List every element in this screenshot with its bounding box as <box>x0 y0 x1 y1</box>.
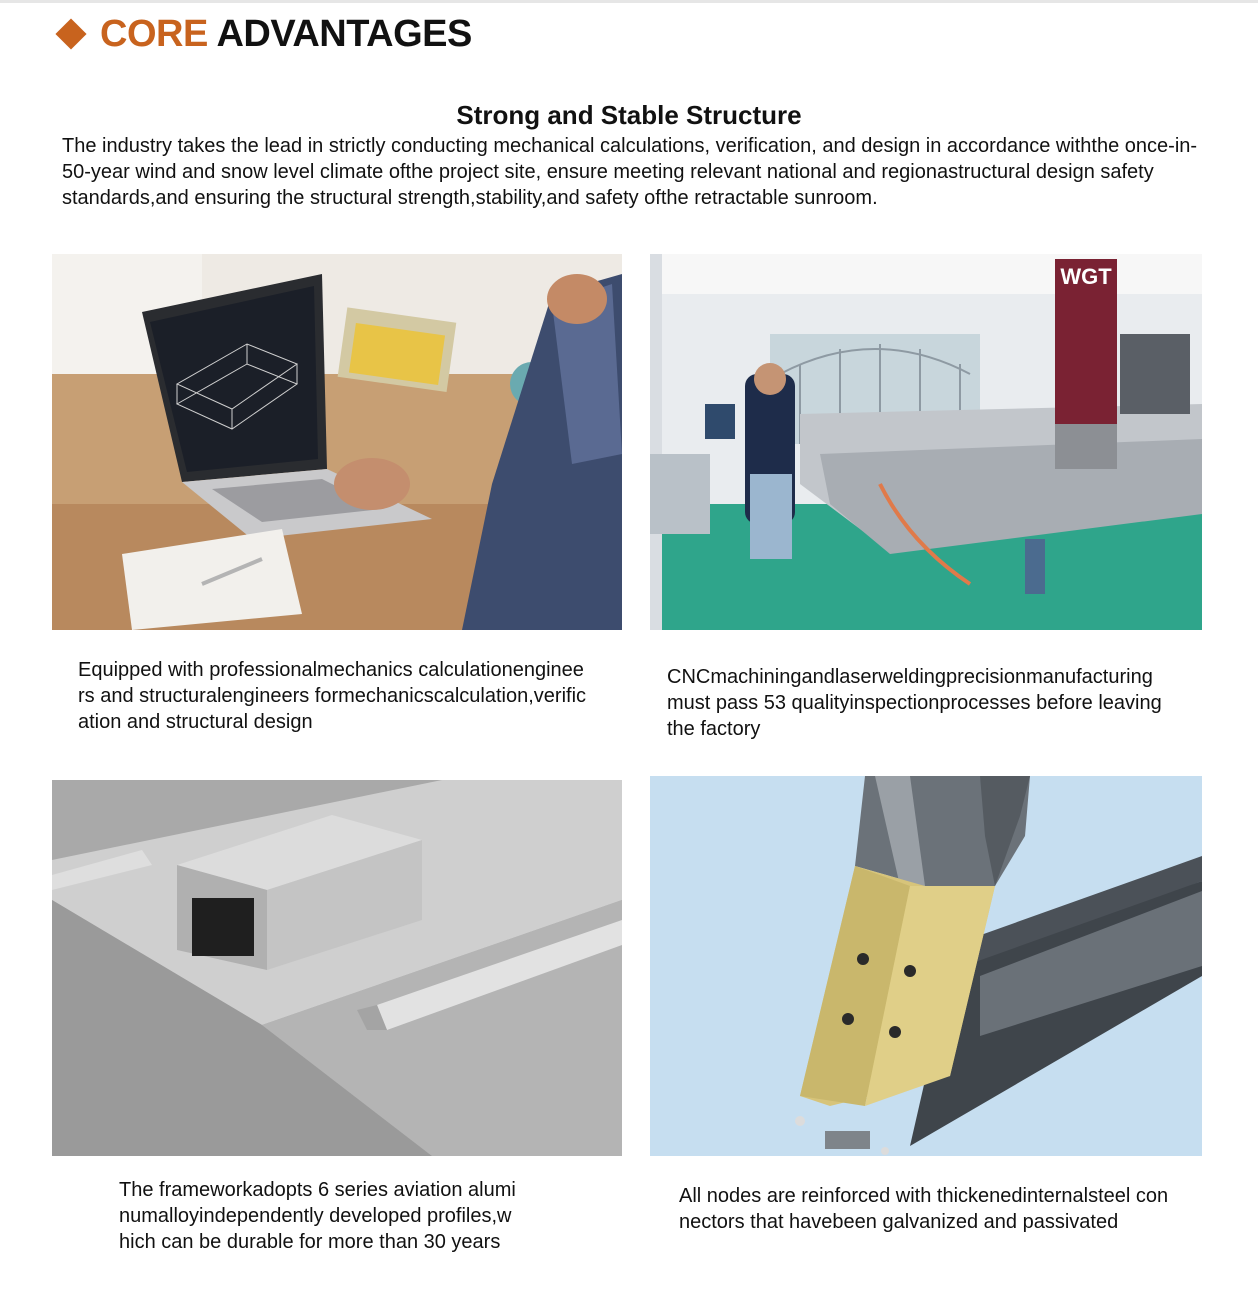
photo-steel-connector <box>650 776 1202 1156</box>
photo-factory-cnc <box>650 254 1202 630</box>
card-caption-1: Equipped with professionalmechanics calculationengineers and structuralengineers formechanicscalculation,verification and structural design <box>78 659 587 733</box>
top-divider <box>0 0 1258 3</box>
header-title <box>100 13 472 56</box>
section-header <box>56 12 472 56</box>
card-caption-3: The frameworkadopts 6 series aviation aluminumalloyindependently developed profiles,which can be durable for more than 30 years <box>119 1179 516 1253</box>
factory-sign-text: WGT <box>1060 264 1112 289</box>
card-caption-2: CNCmachiningandlaserweldingprecisionmanufacturingmust pass 53 qualityinspectionprocesses before leaving the factory <box>667 666 1162 740</box>
photo-aluminum-profile <box>52 780 622 1156</box>
card-caption-4: All nodes are reinforced with thickenedinternalsteel connectors that havebeen galvanized and passivated <box>679 1185 1169 1233</box>
diamond-icon <box>55 18 86 49</box>
section-title: Strong and Stable Structure <box>456 100 802 130</box>
header-title-accent: CORE <box>100 12 208 55</box>
header-title-rest: ADVANTAGES <box>216 12 472 55</box>
intro-paragraph: The industry takes the lead in strictly conducting mechanical calculations, verification, and design in accordance withthe once-in-50-year wind and snow level climate ofthe project site, ensure meeting relevant national and regionastructural design safety standards,and ensuring the structural strength,stability,and safety ofthe retractable sunroom. <box>62 135 1198 209</box>
photo-laptop-engineering <box>52 254 622 630</box>
